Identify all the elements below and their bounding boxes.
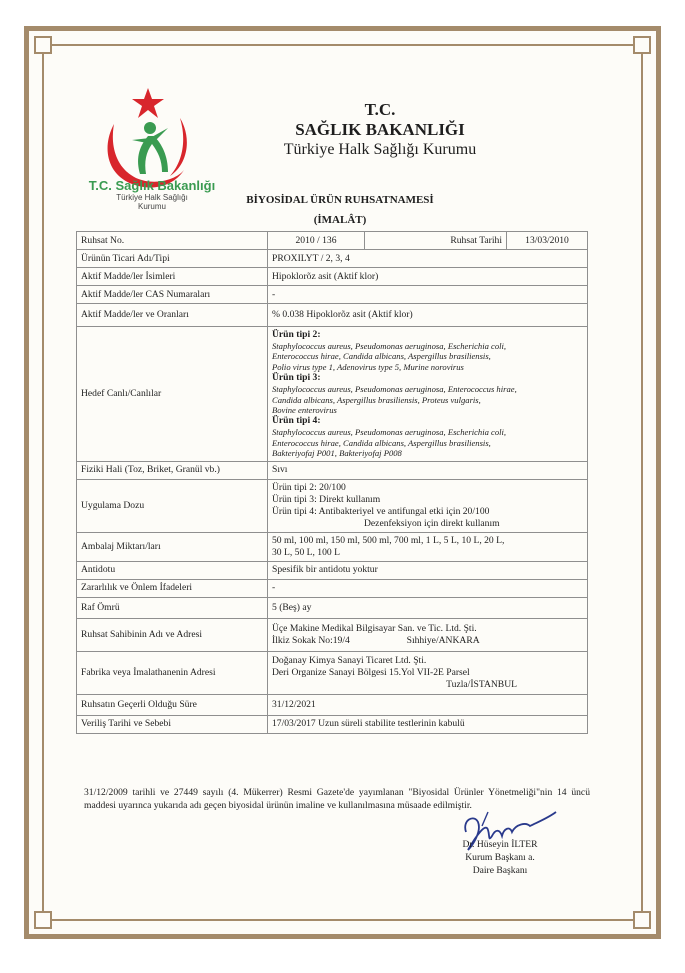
signatory-name: Dr. Hüseyin İLTER — [462, 839, 538, 850]
row-label: Ambalaj Miktarı/ları — [77, 532, 268, 561]
signatory-title: Daire Başkanı — [472, 865, 528, 876]
table-row — [77, 327, 588, 462]
dose-cell — [268, 479, 588, 532]
authorization-text: 31/12/2009 tarihli ve 27449 sayılı (4. Mükerrer) Resmi Gazete'de yayımlanan "Biyosidal Ürünler Yönetmeliği"nin 14 üncü maddesi uyarınca yukarıda adı geçen biyosidal ürünün imaline ve kullanılmasına müsaade edilmiştir. — [84, 787, 590, 811]
frame-corner — [633, 911, 651, 929]
row-value: - — [268, 286, 588, 304]
row-label: Antidotu — [77, 561, 268, 579]
row-label: Fiziki Hali (Toz, Briket, Granül vb.) — [77, 461, 268, 479]
organism-line: Staphylococcus aureus, Pseudomonas aeruginosa, Escherichia coli, — [272, 341, 507, 351]
factory-line: Doğanay Kimya Sanayi Ticaret Ltd. Şti. — [272, 654, 427, 666]
organism-line: Staphylococcus aureus, Pseudomonas aeruginosa, Enterococcus hirae, — [272, 384, 517, 395]
table-row — [77, 250, 588, 268]
row-label: Ruhsatın Geçerli Olduğu Süre — [77, 694, 268, 715]
row-label: Aktif Madde/ler İsimleri — [77, 268, 268, 286]
document-title-line1: BİYOSİDAL ÜRÜN RUHSATNAMESİ — [246, 194, 434, 206]
document-title-line2: (İMALÂT) — [313, 214, 367, 226]
row-value: 31/12/2021 — [268, 694, 588, 715]
organism-line: Enterococcus hirae, Candida albicans, Aspergillus brasiliensis, — [272, 437, 491, 448]
row-label: Hedef Canlı/Canlılar — [77, 327, 268, 462]
factory-line: Tuzla/İSTANBUL — [446, 678, 517, 690]
packaging-cell — [268, 532, 588, 561]
product-type-heading: Ürün tipi 3: — [272, 372, 321, 384]
row-value: Spesifik bir antidotu yoktur — [268, 561, 588, 579]
table-row — [77, 286, 588, 304]
row-label: Fabrika veya İmalathanenin Adresi — [77, 651, 268, 694]
table-row — [77, 561, 588, 579]
holder-name: Üçe Makine Medikal Bilgisayar San. ve Tic. Ltd. Şti. — [272, 622, 477, 634]
table-row — [77, 597, 588, 618]
organism-line: Bovine enterovirus — [272, 405, 337, 416]
row-label: Ruhsat Sahibinin Adı ve Adresi — [77, 618, 268, 651]
dose-line: Ürün tipi 2: 20/100 — [272, 481, 346, 493]
packaging-line: 50 ml, 100 ml, 150 ml, 500 ml, 700 ml, 1 L, 5 L, 10 L, 20 L, — [272, 534, 505, 546]
document-title — [220, 190, 460, 230]
organism-line: Staphylococcus aureus, Pseudomonas aeruginosa, Escherichia coli, — [272, 427, 507, 438]
table-row — [77, 461, 588, 479]
product-type-heading: Ürün tipi 4: — [272, 415, 321, 427]
table-row — [77, 268, 588, 286]
packaging-line: 30 L, 50 L, 100 L — [272, 546, 340, 558]
organism-line: Enterococcus hirae, Candida albicans, Aspergillus brasiliensis, — [272, 351, 491, 362]
organism-line: Polio virus type 1, Adenovirus type 5, Murine norovirus — [272, 361, 464, 372]
license-table — [76, 231, 588, 734]
holder-city: Sıhhiye/ANKARA — [406, 634, 480, 646]
header-line3: Türkiye Halk Sağlığı Kurumu — [283, 141, 477, 158]
signatory-title: Kurum Başkanı a. — [465, 852, 535, 863]
table-row — [77, 715, 588, 733]
frame-corner — [34, 36, 52, 54]
header-line1: T.C. — [364, 100, 396, 119]
table-row — [77, 304, 588, 327]
row-value: 5 (Beş) ay — [268, 597, 588, 618]
holder-street: İlkiz Sokak No:19/4 — [272, 634, 350, 646]
dose-line: Ürün tipi 3: Direkt kullanım — [272, 493, 381, 505]
ruhsat-no-value: 2010 / 136 — [268, 232, 365, 250]
table-row — [77, 651, 588, 694]
row-label: Aktif Madde/ler CAS Numaraları — [77, 286, 268, 304]
target-organisms-cell — [268, 327, 588, 462]
row-label: Veriliş Tarihi ve Sebebi — [77, 715, 268, 733]
row-label: Zararlılık ve Önlem İfadeleri — [77, 579, 268, 597]
ruhsat-tarihi-value: 13/03/2010 — [507, 232, 588, 250]
table-row — [77, 618, 588, 651]
holder-address — [272, 635, 583, 647]
factory-line: Deri Organize Sanayi Bölgesi 15.Yol VII-2E Parsel — [272, 666, 470, 678]
logo-caption — [82, 178, 222, 211]
row-label: Ürünün Ticari Adı/Tipi — [77, 250, 268, 268]
frame-corner — [34, 911, 52, 929]
ministry-header — [260, 100, 500, 160]
row-value: Sıvı — [268, 461, 588, 479]
signatory-block — [440, 838, 560, 877]
frame-corner — [633, 36, 651, 54]
factory-cell — [268, 651, 588, 694]
organism-line: Candida albicans, Aspergillus brasiliensis, Proteus vulgaris, — [272, 394, 481, 405]
product-type-heading: Ürün tipi 2: — [272, 329, 321, 340]
header-line2: SAĞLIK BAKANLIĞI — [295, 120, 465, 139]
row-label: Raf Ömrü — [77, 597, 268, 618]
row-label: Uygulama Dozu — [77, 479, 268, 532]
organism-line: Bakteriyofaj P001, Bakteriyofaj P008 — [272, 448, 402, 459]
table-row — [77, 694, 588, 715]
row-label: Aktif Madde/ler ve Oranları — [77, 304, 268, 327]
row-value: % 0.038 Hipoklorõz asit (Aktif klor) — [268, 304, 588, 327]
table-row — [77, 479, 588, 532]
logo-sub2: Kurumu — [137, 202, 166, 211]
row-value: PROXILYT / 2, 3, 4 — [268, 250, 588, 268]
logo-sub1: Türkiye Halk Sağlığı — [116, 193, 188, 202]
row-value: 17/03/2017 Uzun süreli stabilite testlerinin kabulü — [268, 715, 588, 733]
dose-line: Ürün tipi 4: Antibakteriyel ve antifungal etki için 20/100 — [272, 505, 490, 517]
row-value: Hipoklorõz asit (Aktif klor) — [268, 268, 588, 286]
row-label: Ruhsat No. — [77, 232, 268, 250]
logo-name: T.C. Sağlık Bakanlığı — [88, 178, 216, 193]
row-value: - — [268, 579, 588, 597]
dose-line: Dezenfeksiyon için direkt kullanım — [364, 517, 500, 529]
table-row — [77, 232, 588, 250]
table-row — [77, 579, 588, 597]
ruhsat-tarihi-label: Ruhsat Tarihi — [365, 232, 507, 250]
holder-cell — [268, 618, 588, 651]
table-row — [77, 532, 588, 561]
